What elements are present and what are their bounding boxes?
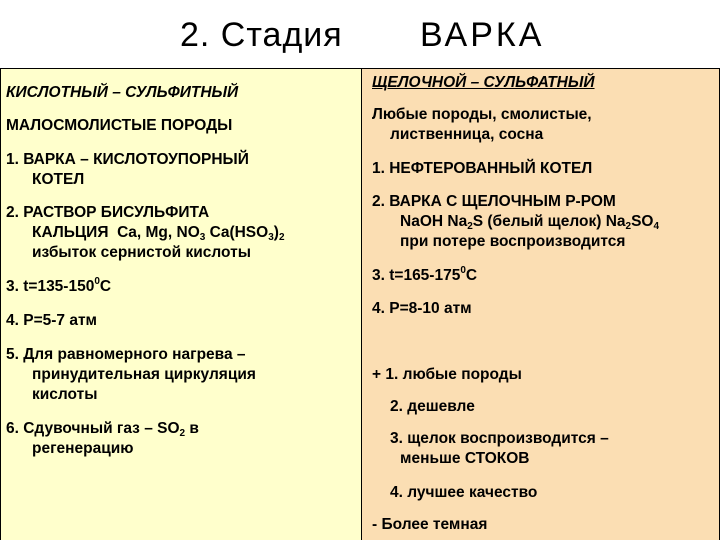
- advantage-3-line2: меньше СТОКОВ: [400, 450, 530, 467]
- right-item1: 1. НЕФТЕРОВАННЫЙ КОТЕЛ: [372, 160, 593, 177]
- left-item1-line2: КОТЕЛ: [32, 171, 85, 188]
- stage-title: 2. Стадия: [180, 16, 343, 54]
- disadvantage: - Более темная: [372, 516, 488, 533]
- left-item5-line3: кислоты: [32, 386, 98, 403]
- left-item4: 4. P=5-7 атм: [6, 312, 98, 329]
- left-item6-line2: регенерацию: [32, 440, 134, 457]
- left-item2-ions: Ca, Mg, NO: [117, 224, 200, 241]
- left-item6-text: 6. Сдувочный газ – SO: [6, 420, 180, 437]
- left-item3-unit: С: [99, 278, 112, 295]
- left-item6-line1: [6, 419, 199, 439]
- advantage-2: 2. дешевле: [390, 398, 475, 415]
- left-item2-sub: 3: [268, 232, 274, 243]
- advantage-1: + 1. любые породы: [372, 366, 522, 383]
- left-item2-line1: 2. РАСТВОР БИСУЛЬФИТА: [6, 204, 210, 221]
- left-item2-paren: ): [273, 224, 279, 241]
- right-item2-line3: при потере воспроизводится: [400, 233, 626, 250]
- left-subheading: МАЛОСМОЛИСТЫЕ ПОРОДЫ: [6, 117, 233, 134]
- right-item3: [372, 266, 477, 286]
- right-item4: 4. P=8-10 атм: [372, 300, 472, 317]
- left-item3-degree: 0: [94, 276, 100, 287]
- advantage-4: 4. лучшее качество: [390, 484, 538, 501]
- left-item2-formula: Ca(HSO: [205, 224, 269, 241]
- left-item2-sub: 2: [278, 232, 285, 243]
- left-item2-line2: [32, 223, 285, 243]
- right-item2-sub: 4: [653, 221, 660, 232]
- left-item3: [6, 277, 111, 297]
- right-subheading-line2: лиственница, сосна: [390, 126, 544, 143]
- left-item6-end: в: [185, 420, 199, 437]
- right-item2-sub: 2: [467, 221, 473, 232]
- right-item2-line2: [400, 212, 659, 232]
- advantage-3-line1: 3. щелок воспроизводится –: [390, 430, 609, 447]
- left-item5-line1: 5. Для равномерного нагрева –: [6, 346, 246, 363]
- right-subheading-line1: Любые породы, смолистые,: [372, 106, 592, 123]
- left-item1-line1: 1. ВАРКА – КИСЛОТОУПОРНЫЙ: [6, 151, 249, 168]
- right-panel-sulfate: [362, 68, 720, 540]
- right-item2-line1: 2. ВАРКА С ЩЕЛОЧНЫМ Р-РОМ: [372, 193, 616, 210]
- right-item2-so: SO: [631, 213, 654, 230]
- right-item2-sub: 2: [625, 221, 632, 232]
- right-item3-text: 3. t=165-175: [372, 267, 461, 284]
- left-item3-text: 3. t=135-150: [6, 278, 95, 295]
- left-item6-sub: 2: [179, 428, 186, 439]
- left-item2-calcium: КАЛЬЦИЯ: [32, 224, 109, 241]
- right-item3-degree: 0: [460, 265, 466, 276]
- right-heading: ЩЕЛОЧНОЙ – СУЛЬФАТНЫЙ: [372, 74, 595, 91]
- left-item2-line3: избыток сернистой кислоты: [32, 244, 251, 261]
- left-heading: КИСЛОТНЫЙ – СУЛЬФИТНЫЙ: [6, 84, 239, 101]
- right-item2-naoh: NaOH Na: [400, 213, 468, 230]
- right-item2-white-liquor: S (белый щелок) Na: [472, 213, 626, 230]
- right-item3-unit: С: [465, 267, 478, 284]
- left-panel-sulfite: [0, 68, 362, 540]
- left-item5-line2: принудительная циркуляция: [32, 366, 256, 383]
- left-item2-sub: 3: [199, 232, 206, 243]
- topic-title: ВАРКА: [420, 16, 545, 54]
